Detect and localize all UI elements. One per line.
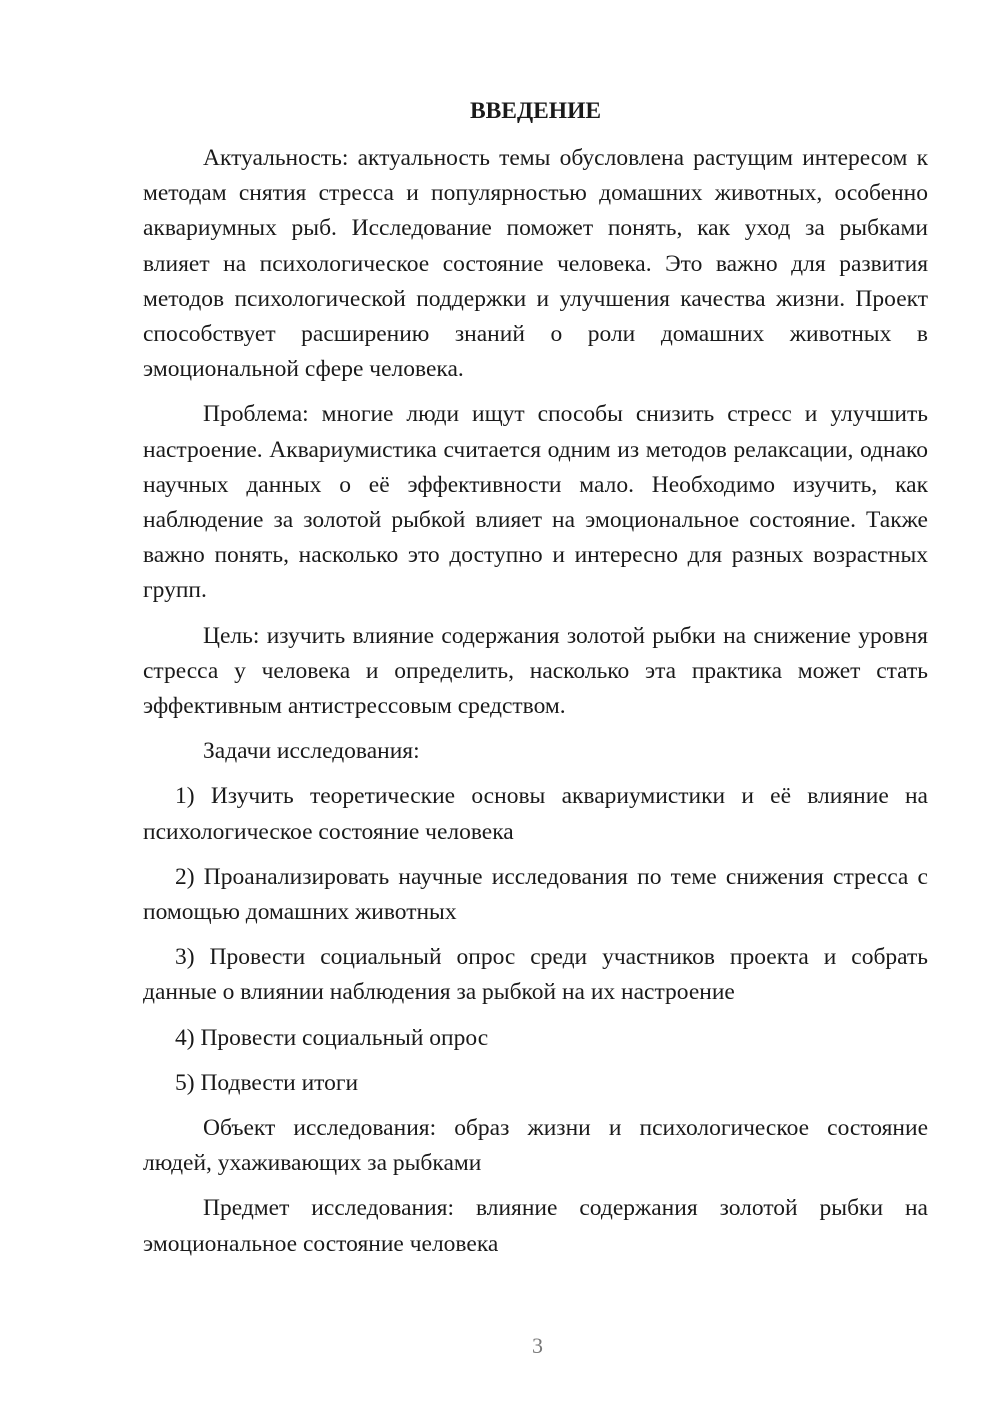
task-item-1: 1) Изучить теоретические основы аквариумистики и её влияние на психологическое состояние человека <box>143 783 928 845</box>
page-content <box>143 94 928 1272</box>
task-item-2: 2) Проанализировать научные исследования по теме снижения стресса с помощью домашних животных <box>143 863 928 926</box>
object-paragraph: Объект исследования: образ жизни и психологическое состояние людей, ухаживающих за рыбками <box>143 1115 928 1177</box>
subject-paragraph: Предмет исследования: влияние содержания золотой рыбки на эмоциональное состояние человека <box>143 1195 928 1257</box>
relevance-paragraph: Актуальность: актуальность темы обусловлена растущим интересом к методам снятия стресса и популярностью домашних животных, особенно аквариумных рыб. Исследование поможет понять, как уход за рыбками влияет на психологическое состояние человека. Это важно для развития методов психологической поддержки и улучшения качества жизни. Проект способствует расширению знаний о роли домашних животных в эмоциональной сфере человека. <box>143 145 928 383</box>
page-title: ВВЕДЕНИЕ <box>469 98 602 124</box>
tasks-heading: Задачи исследования: <box>203 738 420 765</box>
task-item-4: 4) Провести социальный опрос <box>175 1024 489 1051</box>
task-item-5: 5) Подвести итоги <box>175 1069 359 1096</box>
goal-paragraph: Цель: изучить влияние содержания золотой рыбки на снижение уровня стресса у человека и определить, насколько эта практика может стать эффективным антистрессовым средством. <box>143 622 928 720</box>
problem-paragraph: Проблема: многие люди ищут способы снизить стресс и улучшить настроение. Аквариумистика считается одним из методов релаксации, однако научных данных о её эффективности мало. Необходимо изучить, как наблюдение за золотой рыбкой влияет на эмоциональное состояние. Также важно понять, насколько это доступно и интересно для разных возрастных групп. <box>143 401 928 604</box>
task-item-3: 3) Провести социальный опрос среди участников проекта и собрать данные о влиянии наблюдения за рыбкой на их настроение <box>143 944 928 1006</box>
page-number: 3 <box>532 1333 543 1358</box>
